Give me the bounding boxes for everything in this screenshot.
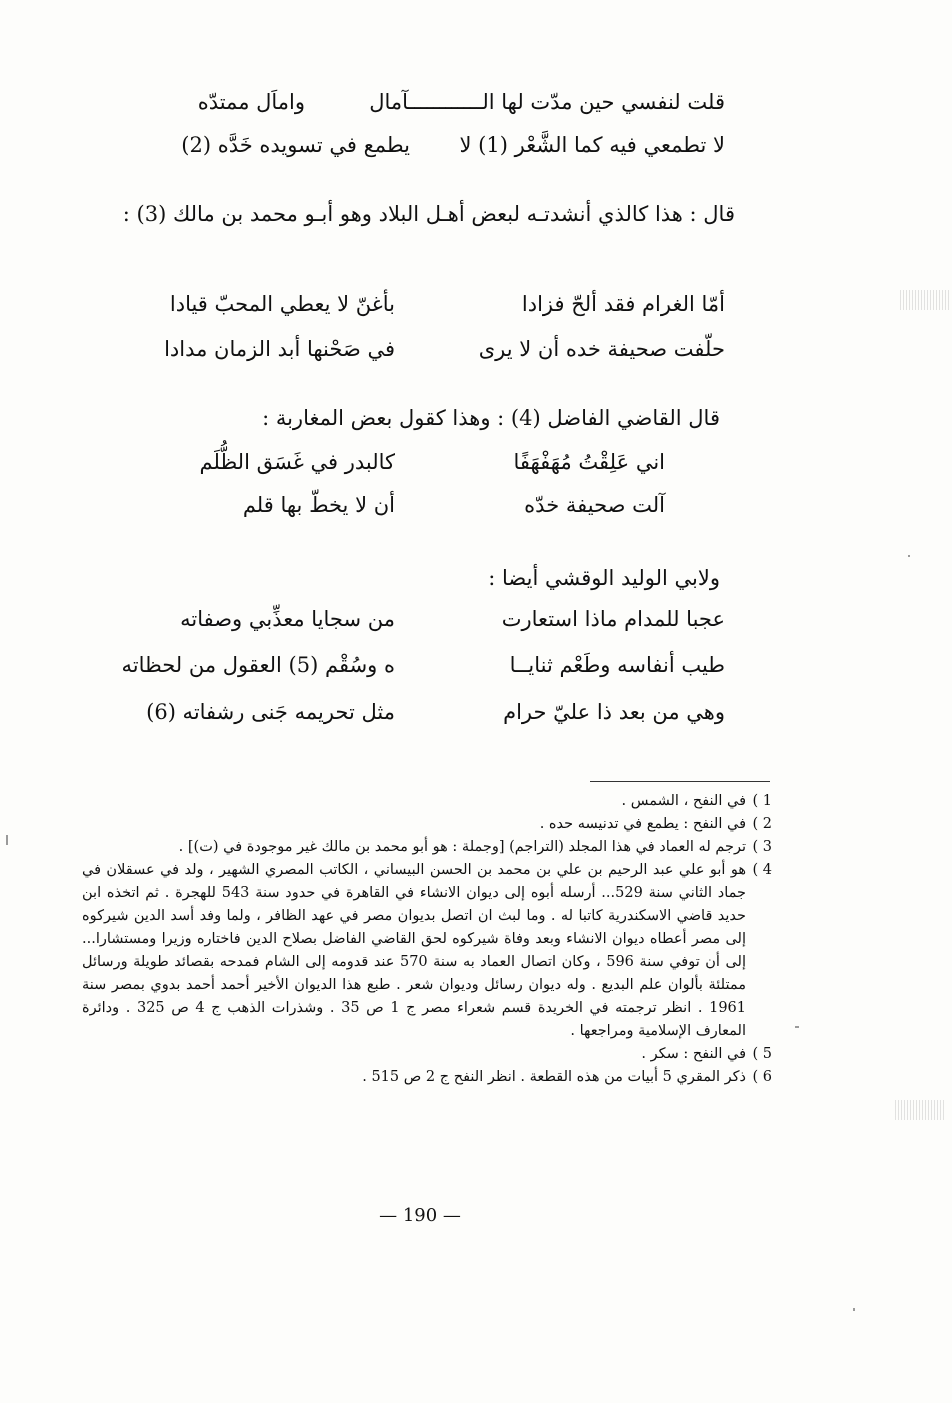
footnote-text: في النفح ، الشمس .: [621, 793, 746, 809]
footnote-number: 6 ): [752, 1069, 772, 1085]
verse-line: [120, 653, 725, 693]
scan-artifact: [900, 290, 950, 310]
scan-artifact: [6, 835, 8, 845]
footnote: [82, 813, 772, 836]
prose-paragraph: ولابي الوليد الوقشي أيضا :: [488, 566, 720, 590]
footnote-number: 3 ): [752, 839, 772, 855]
hemistich-second: ه وسُقْم (5) العقول من لحظاته: [121, 653, 395, 677]
footnote-number: 1 ): [752, 793, 772, 809]
hemistich-second: يطمع في تسويده خَدَّه (2): [181, 133, 410, 157]
scan-artifact: [853, 1308, 855, 1311]
scan-artifact: [895, 1100, 945, 1120]
footnote-text: ترجم له العماد في هذا المجلد (التراجم) [وجملة : هو أبو محمد بن مالك غير موجودة في (ت)] .: [178, 839, 746, 855]
footnote-number: 2 ): [752, 816, 772, 832]
hemistich-second: من سجايا معذِّبي وصفاته: [180, 607, 395, 631]
scan-artifact: [795, 1026, 799, 1028]
hemistich-second: بأغنّ لا يعطي المحبّ قيادا: [169, 292, 395, 316]
hemistich-first: طيب أنفاسه وطَعْم ثنايــا: [509, 653, 725, 677]
footnote-number: 4 ): [752, 862, 772, 878]
footnote: [82, 1043, 772, 1066]
hemistich-first: حلّفت صحيفة خده أن لا يرى: [478, 337, 725, 361]
verse-line: [120, 607, 725, 647]
hemistich-first: عجبا للمدام ماذا استعارت: [501, 607, 725, 631]
prose-paragraph: قال : هذا كالذي أنشدتـه لبعض أهـل البلاد وهو أبـو محمد بن مالك (3) :: [122, 202, 735, 226]
hemistich-second: أن لا يخطّ بها قلم: [242, 493, 395, 517]
hemistich-second: كالبدر في غَسَق الظُّلَم: [199, 450, 395, 474]
hemistich-first: قلت لنفسي حين مدّت لها الــــــــــــآمال: [369, 90, 725, 114]
hemistich-first: وهي من بعد ذا عليّ حرام: [503, 700, 725, 724]
footnote: [82, 1066, 772, 1089]
hemistich-second: واماَل ممتدّه: [197, 90, 305, 114]
hemistich-second: مثل تحريمه جَنى رشفاته (6): [146, 700, 395, 724]
footnote-text: في النفح : سكر .: [641, 1046, 746, 1062]
footnote-separator: [590, 781, 770, 782]
hemistich-first: اني عَلِقْتُ مُهَفْهَفًا: [513, 450, 665, 474]
footnote: [82, 790, 772, 813]
footnote-text: هو أبو علي عبد الرحيم بن علي بن محمد بن الحسن البيساني ، الكاتب المصري الشهير ، ولد في عسقلان في جماد الثاني سنة 529... أرسله أبوه إلى ديوان الانشاء في القاهرة في حدود سنة 543 للهجرة . ثم اتخذه ابن حديد قاضي الاسكندرية كاتبا له . وما لبث ان اتصل بديوان مصر في عهد الظافر ، ولما وفد أسد الدين شيركوه إلى مصر أعطاه ديوان الانشاء وبعد وفاة شيركوه لحق القاضي الفاضل بصلاح الدين فاختاره وزيرا ومستشارا... إلى أن توفي سنة 596 ، وكان اتصال العماد به سنة 570 عند قدومه إلى الشام فمدحه بقصائد طويلة ورسائل ممتلئة بألوان علم البديع . وله ديوان رسائل وديوان شعر . طبع هذا الديوان الأخير أحمد أحمد بدوي بمصر سنة 1961 . انظر ترجمته في الخريدة قسم شعراء مصر ج 1 ص 35 . وشذرات الذهب ج 4 ص 325 . ودائرة المعارف الإسلامية ومراجعها .: [82, 862, 746, 1039]
footnote-number: 5 ): [752, 1046, 772, 1062]
hemistich-second: في صَحْنها أبد الزمان مدادا: [164, 337, 395, 361]
footnote-text: ذكر المقري 5 أبيات من هذه القطعة . انظر النفح ج 2 ص 515 .: [362, 1069, 746, 1085]
hemistich-first: لا تطمعي فيه كما الشَّعْر (1) لا: [459, 133, 725, 157]
hemistich-first: آلت صحيفة خدّه: [524, 493, 665, 517]
hemistich-first: أمّا الغرام فقد ألحّ فزادا: [521, 292, 725, 316]
page-number: — 190 —: [379, 1205, 461, 1226]
verse-line: [120, 700, 725, 740]
verse-line: [120, 337, 725, 377]
footnote: [82, 836, 772, 859]
footnote-text: في النفح : يطمع في تدنيسه حده .: [539, 816, 746, 832]
scan-artifact: [908, 555, 910, 557]
verse-line: [120, 90, 725, 130]
verse-line: [120, 133, 725, 173]
footnotes: [82, 790, 772, 1089]
prose-paragraph: قال القاضي الفاضل (4) : وهذا كقول بعض المغاربة :: [262, 406, 720, 430]
verse-line: [120, 450, 725, 490]
verse-line: [120, 292, 725, 332]
verse-line: [120, 493, 725, 533]
footnote: [82, 859, 772, 1043]
